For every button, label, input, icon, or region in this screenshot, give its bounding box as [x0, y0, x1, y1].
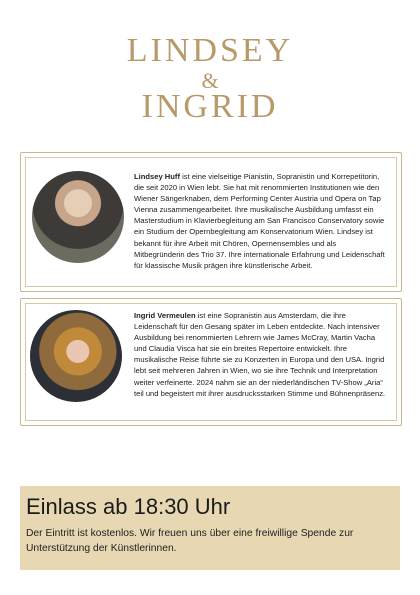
title-lindsey: LINDSEY	[126, 32, 294, 69]
title-ingrid: INGRID	[141, 88, 279, 125]
bio-ingrid	[134, 310, 388, 399]
bio-lindsey	[134, 171, 388, 271]
admission-headline: Einlass ab 18:30 Uhr	[26, 494, 231, 519]
bio-text-lindsey: ist eine vielseitige Pianistin, Sopranistin und Korrepetitorin, die seit 2020 in Wien lebt. Sie hat mit renommierten Institutionen wie den Wiener Sängerknaben, dem Performing Center Austria und Opera on Tap Vienna zusammengearbeitet. Ihre musikalische Ausbildung umfasst ein Masterstudium in Klavierbegleitung am San Francisco Conservatory sowie ein Studium der Opernbegleitung am Konservatorium Wien. Lindsey ist bekannt für ihre Arbeit mit Chören, Opernensembles und als Mitbegründerin des Trio 37. Ihre internationale Erfahrung und Leidenschaft für klassische Musik prägen ihre künstlerische Arbeit.	[134, 172, 385, 270]
title-ampersand: &	[201, 68, 219, 93]
photo-lindsey	[32, 171, 124, 263]
admission-banner	[20, 486, 400, 570]
bio-text-ingrid: ist eine Sopranistin aus Amsterdam, die ihre Leidenschaft für den Gesang später im Leben entdeckte. Nach intensiver Ausbildung bei renommierten Lehrern wie James McCray, Martin Vacha und Claudia Visca hat sie ein breites Repertoire entwickelt. Ihre musikalische Reise führte sie zu Konzerten in Europa und den USA. Ingrid lebt seit mehreren Jahren in Wien, wo sie ihre Technik und Interpretation weiter verfeinerte. 2024 nahm sie an der niederländischen TV-Show „Aria“ teil und begeistert mit ihrer ausdrucksstarken Stimme und Bühnenpräsenz.	[134, 311, 386, 398]
bio-name-lindsey: Lindsey Huff	[134, 172, 180, 181]
bio-name-ingrid: Ingrid Vermeulen	[134, 311, 196, 320]
photo-ingrid	[30, 310, 122, 402]
admission-text: Der Eintritt ist kostenlos. Wir freuen uns über eine freiwillige Spende zur Unterstützung der Künstlerinnen.	[26, 528, 354, 554]
